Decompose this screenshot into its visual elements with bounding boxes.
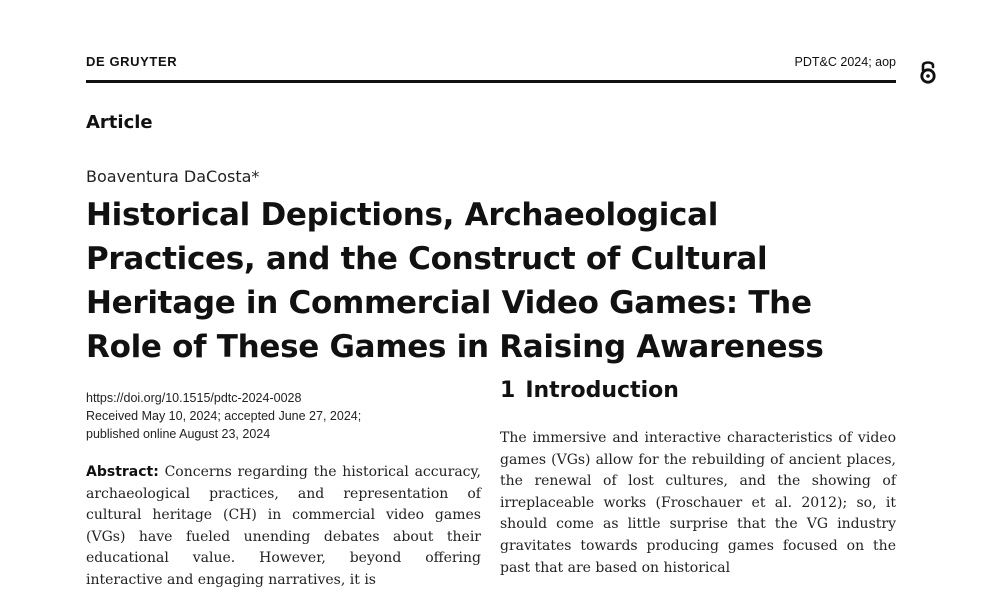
introduction-paragraph: The immersive and interactive characteristics of video games (VGs) allow for the rebuilding of ancient places, the renewal of lost cultures, and the showing of irreplaceable works (Froschauer et al. 2012); so, it should come as little surprise that the VG industry gravitates towards producing games focused on the past that are based on historical <box>500 430 896 576</box>
section-number: 1 <box>500 378 516 403</box>
received-dates: Received May 10, 2024; accepted June 27, 2024; <box>86 409 362 423</box>
doi-link[interactable]: https://doi.org/10.1515/pdtc-2024-0028 <box>86 391 302 405</box>
abstract <box>86 462 481 592</box>
header-rule <box>86 80 896 83</box>
abstract-text: Concerns regarding the historical accuracy, archaeological practices, and representation of cultural heritage (CH) in commercial video games (VGs) have fueled unending debates about their educational value. However, beyond offering interactive and engaging narratives, it is <box>86 464 482 588</box>
section-title: Introduction <box>525 378 679 403</box>
article-type: Article <box>86 112 153 133</box>
author-name: Boaventura DaCosta* <box>86 167 260 186</box>
article-title: Historical Depictions, Archaeological Practices, and the Construct of Cultural Heritage in Commercial Video Games: The Role of These Games in Raising Awareness <box>86 197 824 365</box>
abstract-label: Abstract: <box>86 464 159 480</box>
open-access-icon <box>917 57 939 85</box>
section-heading <box>500 378 679 403</box>
journal-reference: PDT&C 2024; aop <box>794 55 896 69</box>
article-metadata <box>86 389 361 443</box>
published-date: published online August 23, 2024 <box>86 427 271 441</box>
publisher-logo: DE GRUYTER <box>86 54 178 69</box>
